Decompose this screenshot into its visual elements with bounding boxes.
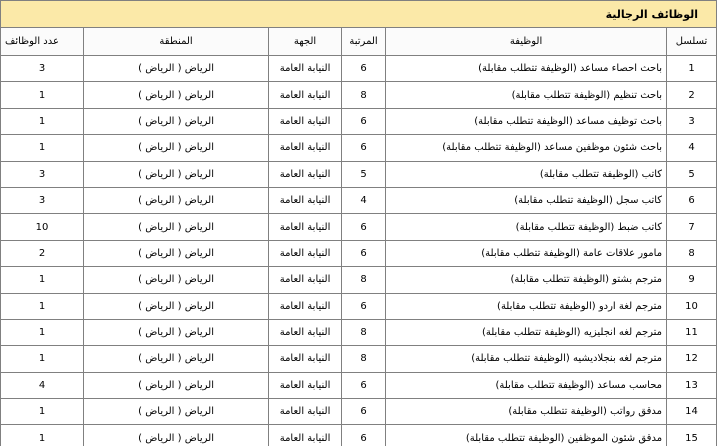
cell-entity: النيابة العامة [269, 399, 342, 425]
cell-rank: 8 [342, 267, 386, 293]
cell-entity: النيابة العامة [269, 346, 342, 372]
cell-count: 1 [1, 135, 84, 161]
table-row [1, 240, 717, 266]
table-row [1, 214, 717, 240]
cell-rank: 6 [342, 108, 386, 134]
header-seq: تسلسل [667, 28, 717, 56]
cell-seq: 15 [667, 425, 717, 446]
cell-region: الرياض ( الرياض ) [84, 319, 269, 345]
cell-job: كاتب (الوظيفة تتطلب مقابلة) [386, 161, 667, 187]
cell-count: 1 [1, 399, 84, 425]
cell-region: الرياض ( الرياض ) [84, 161, 269, 187]
header-count: عدد الوظائف [1, 28, 84, 56]
cell-job: مترجم بشتو (الوظيفة تتطلب مقابلة) [386, 267, 667, 293]
cell-job: محاسب مساعد (الوظيفة تتطلب مقابلة) [386, 372, 667, 398]
cell-job: مترجم لغه انجليزيه (الوظيفة تتطلب مقابلة) [386, 319, 667, 345]
cell-entity: النيابة العامة [269, 161, 342, 187]
cell-count: 4 [1, 372, 84, 398]
cell-job: باحث تنظيم (الوظيفة تتطلب مقابلة) [386, 82, 667, 108]
cell-seq: 5 [667, 161, 717, 187]
header-rank: المرتبة [342, 28, 386, 56]
cell-region: الرياض ( الرياض ) [84, 346, 269, 372]
cell-entity: النيابة العامة [269, 267, 342, 293]
cell-count: 3 [1, 56, 84, 82]
table-row [1, 399, 717, 425]
cell-seq: 6 [667, 187, 717, 213]
table-row [1, 82, 717, 108]
cell-region: الرياض ( الرياض ) [84, 372, 269, 398]
header-job: الوظيفة [386, 28, 667, 56]
cell-region: الرياض ( الرياض ) [84, 240, 269, 266]
cell-rank: 6 [342, 135, 386, 161]
table-row [1, 161, 717, 187]
cell-rank: 6 [342, 372, 386, 398]
cell-rank: 5 [342, 161, 386, 187]
cell-entity: النيابة العامة [269, 82, 342, 108]
table-title-row [1, 1, 717, 28]
cell-entity: النيابة العامة [269, 372, 342, 398]
table-row [1, 293, 717, 319]
table-title: الوظائف الرجالية [1, 1, 717, 28]
cell-job: مدقق شئون الموظفين (الوظيفة تتطلب مقابلة) [386, 425, 667, 446]
cell-entity: النيابة العامة [269, 135, 342, 161]
header-region: المنطقة [84, 28, 269, 56]
cell-region: الرياض ( الرياض ) [84, 82, 269, 108]
cell-seq: 2 [667, 82, 717, 108]
cell-count: 10 [1, 214, 84, 240]
cell-seq: 14 [667, 399, 717, 425]
cell-seq: 7 [667, 214, 717, 240]
cell-region: الرياض ( الرياض ) [84, 108, 269, 134]
cell-seq: 4 [667, 135, 717, 161]
header-entity: الجهة [269, 28, 342, 56]
table-row [1, 319, 717, 345]
cell-count: 3 [1, 187, 84, 213]
cell-seq: 10 [667, 293, 717, 319]
table-row [1, 56, 717, 82]
table-row [1, 108, 717, 134]
cell-region: الرياض ( الرياض ) [84, 425, 269, 446]
cell-count: 3 [1, 161, 84, 187]
cell-seq: 13 [667, 372, 717, 398]
cell-entity: النيابة العامة [269, 108, 342, 134]
cell-entity: النيابة العامة [269, 214, 342, 240]
cell-job: باحث توظيف مساعد (الوظيفة تتطلب مقابلة) [386, 108, 667, 134]
cell-count: 1 [1, 267, 84, 293]
cell-region: الرياض ( الرياض ) [84, 214, 269, 240]
cell-job: مدقق رواتب (الوظيفة تتطلب مقابلة) [386, 399, 667, 425]
cell-job: كاتب ضبط (الوظيفة تتطلب مقابلة) [386, 214, 667, 240]
cell-region: الرياض ( الرياض ) [84, 399, 269, 425]
table-row [1, 425, 717, 446]
cell-count: 1 [1, 293, 84, 319]
cell-count: 1 [1, 82, 84, 108]
cell-region: الرياض ( الرياض ) [84, 293, 269, 319]
cell-job: مامور علاقات عامة (الوظيفة تتطلب مقابلة) [386, 240, 667, 266]
cell-count: 1 [1, 108, 84, 134]
cell-seq: 9 [667, 267, 717, 293]
cell-seq: 1 [667, 56, 717, 82]
cell-job: مترجم لغة اردو (الوظيفة تتطلب مقابلة) [386, 293, 667, 319]
cell-count: 2 [1, 240, 84, 266]
cell-entity: النيابة العامة [269, 187, 342, 213]
cell-region: الرياض ( الرياض ) [84, 267, 269, 293]
cell-count: 1 [1, 346, 84, 372]
table-row [1, 346, 717, 372]
table-row [1, 187, 717, 213]
cell-rank: 6 [342, 293, 386, 319]
cell-entity: النيابة العامة [269, 425, 342, 446]
table-row [1, 267, 717, 293]
cell-seq: 8 [667, 240, 717, 266]
table-row [1, 372, 717, 398]
cell-seq: 11 [667, 319, 717, 345]
cell-rank: 4 [342, 187, 386, 213]
cell-rank: 8 [342, 346, 386, 372]
cell-region: الرياض ( الرياض ) [84, 135, 269, 161]
cell-entity: النيابة العامة [269, 293, 342, 319]
cell-count: 1 [1, 319, 84, 345]
cell-entity: النيابة العامة [269, 56, 342, 82]
cell-job: كاتب سجل (الوظيفة تتطلب مقابلة) [386, 187, 667, 213]
cell-rank: 8 [342, 319, 386, 345]
cell-region: الرياض ( الرياض ) [84, 56, 269, 82]
cell-count: 1 [1, 425, 84, 446]
cell-rank: 6 [342, 56, 386, 82]
table-header-row [1, 28, 717, 56]
cell-entity: النيابة العامة [269, 240, 342, 266]
cell-rank: 6 [342, 425, 386, 446]
cell-rank: 8 [342, 82, 386, 108]
cell-rank: 6 [342, 240, 386, 266]
cell-seq: 12 [667, 346, 717, 372]
cell-entity: النيابة العامة [269, 319, 342, 345]
cell-job: مترجم لغه بنجلاديشيه (الوظيفة تتطلب مقابلة) [386, 346, 667, 372]
cell-job: باحث احصاء مساعد (الوظيفة تتطلب مقابلة) [386, 56, 667, 82]
cell-job: باحث شئون موظفين مساعد (الوظيفة تتطلب مقابلة) [386, 135, 667, 161]
cell-seq: 3 [667, 108, 717, 134]
table-row [1, 135, 717, 161]
cell-rank: 6 [342, 399, 386, 425]
cell-rank: 6 [342, 214, 386, 240]
cell-region: الرياض ( الرياض ) [84, 187, 269, 213]
